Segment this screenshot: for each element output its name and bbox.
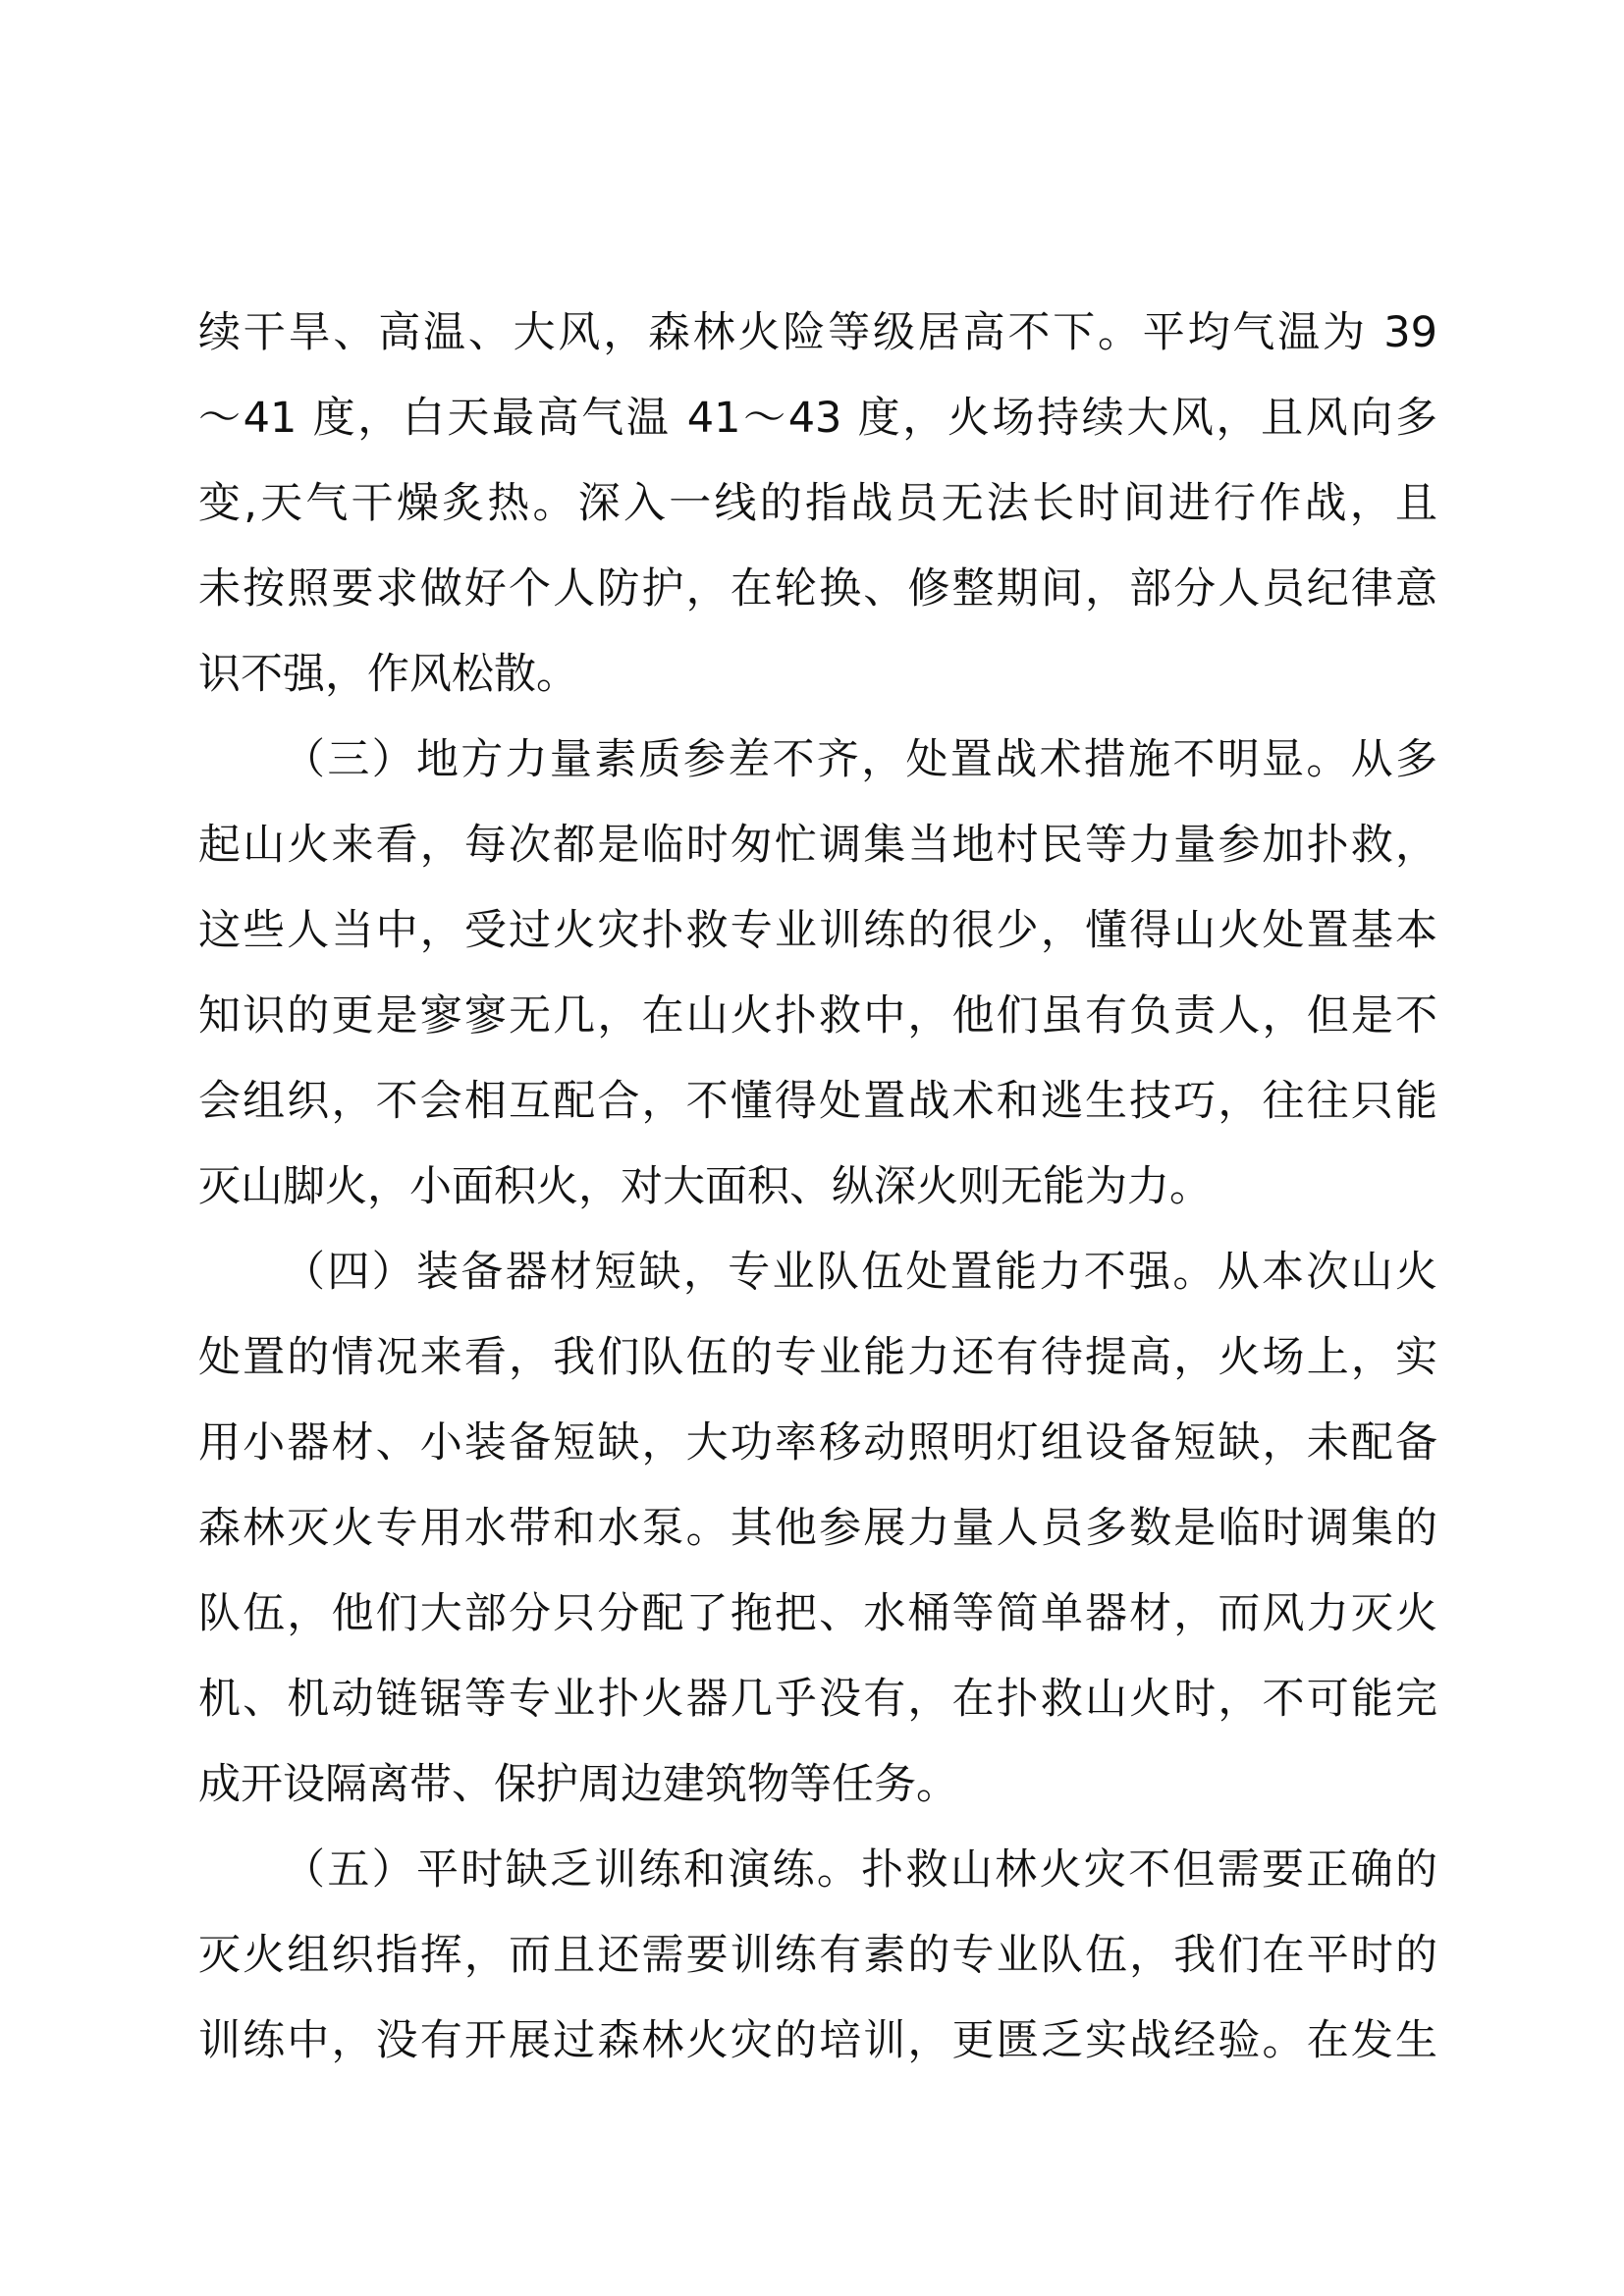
text-line: 识不强，作风松散。 <box>198 650 578 699</box>
section-heading-line: （五）平时缺乏训练和演练。扑救山林火灾不但需要正确的 <box>283 1845 1437 1895</box>
section-heading-line: （三）地方力量素质参差不齐，处置战术措施不明显。从多 <box>283 735 1437 784</box>
text-line: 处置的情况来看，我们队伍的专业能力还有待提高，火场上，实 <box>198 1333 1437 1382</box>
text-line: ～41 度，白天最高气温 41～43 度，火场持续大风，且风向多 <box>198 394 1437 443</box>
text-line: 用小器材、小装备短缺，大功率移动照明灯组设备短缺，未配备 <box>198 1418 1437 1468</box>
section-heading-line: （四）装备器材短缺，专业队伍处置能力不强。从本次山火 <box>283 1248 1437 1297</box>
text-line: 成开设隔离带、保护周边建筑物等任务。 <box>198 1760 958 1809</box>
text-line: 续干旱、高温、大风，森林火险等级居高不下。平均气温为 39 <box>198 308 1437 357</box>
document-body <box>198 291 1437 2084</box>
text-line: 未按照要求做好个人防护，在轮换、修整期间，部分人员纪律意 <box>198 564 1437 614</box>
text-line: 训练中，没有开展过森林火灾的培训，更匮乏实战经验。在发生 <box>198 2016 1437 2065</box>
text-line: 机、机动链锯等专业扑火器几乎没有，在扑救山火时，不可能完 <box>198 1675 1437 1724</box>
text-line: 知识的更是寥寥无几，在山火扑救中，他们虽有负责人，但是不 <box>198 991 1437 1041</box>
text-line: 变,天气干燥炙热。深入一线的指战员无法长时间进行作战，且 <box>198 479 1437 528</box>
text-line: 灭火组织指挥，而且还需要训练有素的专业队伍，我们在平时的 <box>198 1931 1437 1980</box>
text-line: 森林灭火专用水带和水泵。其他参展力量人员多数是临时调集的 <box>198 1504 1437 1553</box>
text-line: 灭山脚火，小面积火，对大面积、纵深火则无能为力。 <box>198 1162 1212 1211</box>
text-line: 起山火来看，每次都是临时匆忙调集当地村民等力量参加扑救， <box>198 821 1437 870</box>
text-line: 会组织，不会相互配合，不懂得处置战术和逃生技巧，往往只能 <box>198 1077 1437 1126</box>
text-line: 队伍，他们大部分只分配了拖把、水桶等简单器材，而风力灭火 <box>198 1589 1437 1638</box>
text-line: 这些人当中，受过火灾扑救专业训练的很少，懂得山火处置基本 <box>198 906 1437 955</box>
